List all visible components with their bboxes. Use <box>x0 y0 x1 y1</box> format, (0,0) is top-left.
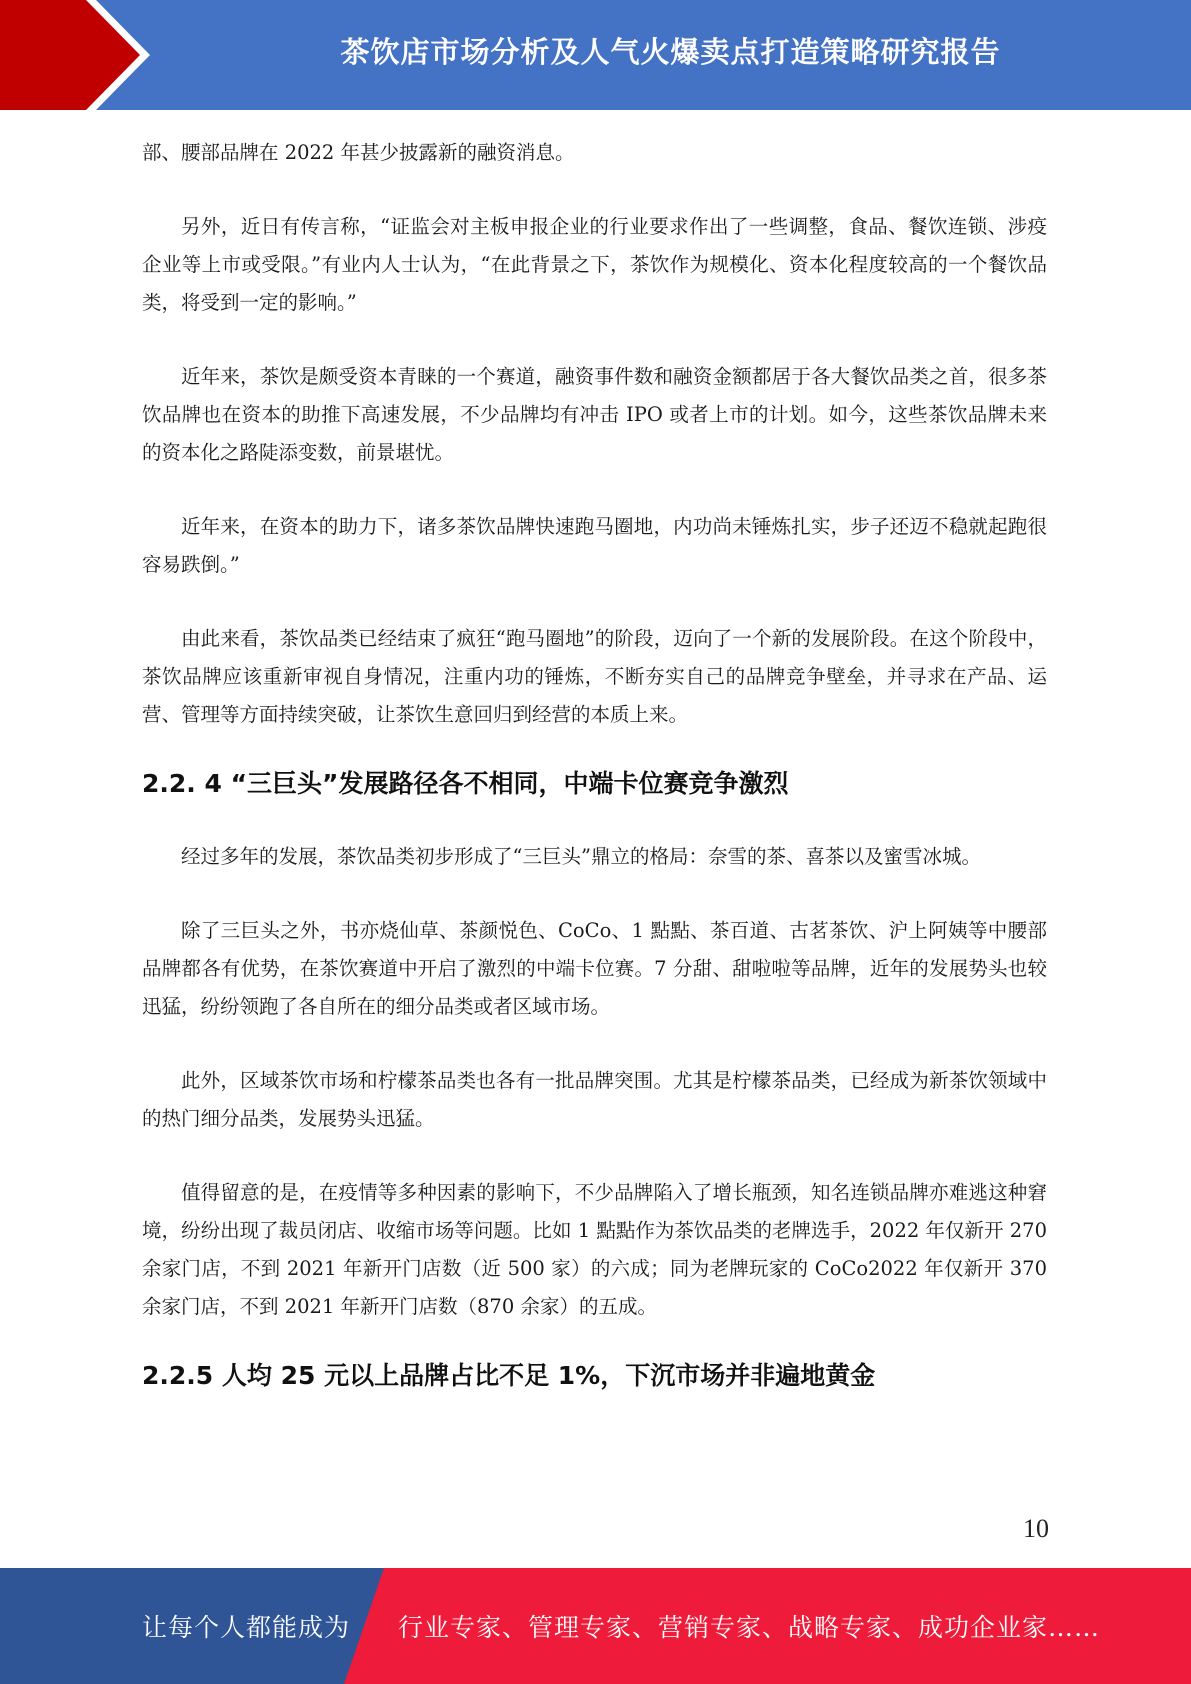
paragraph: 值得留意的是，在疫情等多种因素的影响下，不少品牌陷入了增长瓶颈，知名连锁品牌亦难逃这种窘境，纷纷出现了裁员闭店、收缩市场等问题。比如 1 點點作为茶饮品类的老牌选手，2022 年仅新开 270 余家门店，不到 2021 年新开门店数（近 500 家）的六成；同为老牌玩家的 CoCo2022 年仅新开 370 余家门店，不到 2021 年新开门店数（870 余家）的五成。 <box>142 1181 1047 1318</box>
page-footer <box>0 1568 1191 1684</box>
document-body <box>142 134 1047 1430</box>
header-arrow-icon <box>0 0 160 110</box>
section-heading-2-2-4: 2.2. 4 “三巨头”发展路径各不相同，中端卡位赛竞争激烈 <box>142 769 789 798</box>
footer-slogan-right: 行业专家、管理专家、营销专家、战略专家、成功企业家…… <box>398 1613 1101 1642</box>
paragraph: 经过多年的发展，茶饮品类初步形成了“三巨头”鼎立的格局：奈雪的茶、喜茶以及蜜雪冰城。 <box>181 845 981 868</box>
paragraph: 除了三巨头之外，书亦烧仙草、茶颜悦色、CoCo、1 點點、茶百道、古茗茶饮、沪上阿姨等中腰部品牌都各有优势，在茶饮赛道中开启了激烈的中端卡位赛。7 分甜、甜啦啦等品牌，近年的发展势头也较迅猛，纷纷领跑了各自所在的细分品类或者区域市场。 <box>142 919 1047 1018</box>
paragraph: 由此来看，茶饮品类已经结束了疯狂“跑马圈地”的阶段，迈向了一个新的发展阶段。在这个阶段中，茶饮品牌应该重新审视自身情况，注重内功的锤炼，不断夯实自己的品牌竞争壁垒，并寻求在产品、运营、管理等方面持续突破，让茶饮生意回归到经营的本质上来。 <box>142 627 1047 726</box>
paragraph: 另外，近日有传言称，“证监会对主板申报企业的行业要求作出了一些调整，食品、餐饮连锁、涉疫企业等上市或受限。”有业内人士认为，“在此背景之下，茶饮作为规模化、资本化程度较高的一个餐饮品类，将受到一定的影响。” <box>142 215 1047 314</box>
section-heading-2-2-5: 2.2.5 人均 25 元以上品牌占比不足 1%，下沉市场并非遍地黄金 <box>142 1361 876 1390</box>
paragraph: 近年来，在资本的助力下，诸多茶饮品牌快速跑马圈地，内功尚未锤炼扎实，步子还迈不稳就起跑很容易跌倒。” <box>142 515 1047 576</box>
page-number: 10 <box>1023 1514 1049 1543</box>
page-header <box>0 0 1191 110</box>
footer-slogan-left: 让每个人都能成为 <box>142 1613 351 1642</box>
paragraph: 此外，区域茶饮市场和柠檬茶品类也各有一批品牌突围。尤其是柠檬茶品类，已经成为新茶饮领域中的热门细分品类，发展势头迅猛。 <box>142 1069 1047 1130</box>
paragraph: 近年来，茶饮是颇受资本青睐的一个赛道，融资事件数和融资金额都居于各大餐饮品类之首，很多茶饮品牌也在资本的助推下高速发展，不少品牌均有冲击 IPO 或者上市的计划。如今，这些茶饮品牌未来的资本化之路陡添变数，前景堪忧。 <box>142 365 1047 464</box>
paragraph-continuation: 部、腰部品牌在 2022 年甚少披露新的融资消息。 <box>142 141 575 164</box>
report-title: 茶饮店市场分析及人气火爆卖点打造策略研究报告 <box>340 34 1001 69</box>
